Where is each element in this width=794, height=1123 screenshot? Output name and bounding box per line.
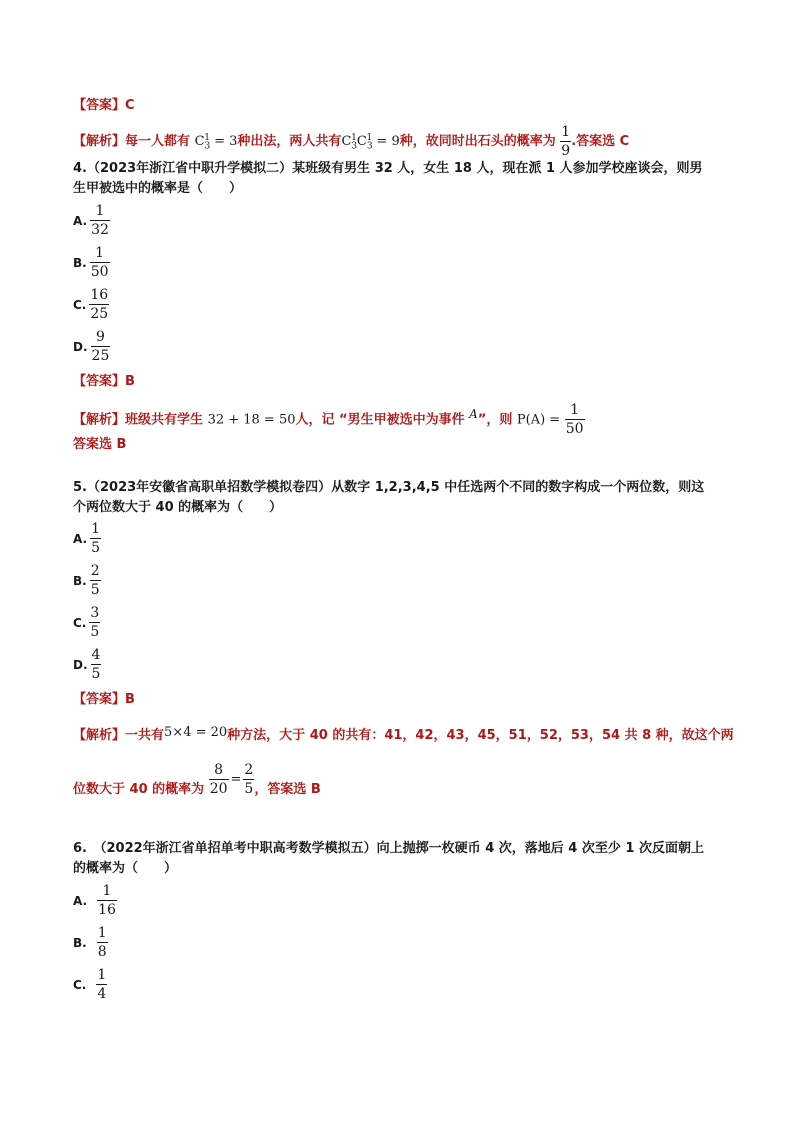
answer-line-q4 [73, 373, 135, 391]
explanation-line-q5-cont [73, 762, 321, 808]
fraction: $\frac{1}{50}$ [565, 402, 584, 438]
explanation-text: ，答案选 B [254, 782, 321, 797]
explanation-line-q5 [73, 724, 734, 745]
fraction: $\frac{2}{5}$ [244, 762, 254, 797]
math-value: = [230, 772, 242, 787]
question-6-line-1: 6. （2022年浙江省单招单考中职高考数学模拟五）向上抛掷一枚硬币 4 次，落地后 4 次至少 1 次反面朝上 [73, 841, 704, 856]
combination-expression: $C_3^1C_3^1 = 9$ [341, 132, 400, 152]
q4-option-b: B. $\frac{1}{50}$ [73, 245, 109, 280]
explanation-text: 种，故同时出石头的概率为 [399, 134, 556, 149]
explanation-line-q4 [73, 399, 585, 437]
fraction: $\frac{1}{8}$ [97, 925, 107, 960]
math-value: = 9 [376, 134, 400, 149]
fraction: $\frac{9}{25}$ [91, 329, 110, 364]
q5-option-a: A. $\frac{1}{5}$ [73, 521, 100, 556]
q6-option-b: B. $\frac{1}{8}$ [73, 925, 107, 960]
answer-line-q5 [73, 691, 135, 709]
q5-option-d: D. $\frac{4}{5}$ [73, 647, 101, 682]
question-5-line-2: 个两位数大于 40 的概率为（ ） [73, 500, 283, 515]
math-value: A [469, 407, 478, 421]
q6-option-c: C. $\frac{1}{4}$ [73, 967, 107, 1002]
answer-value: C [125, 98, 135, 113]
combination-expression: $C_3^1 = 3$ [194, 132, 238, 152]
explanation-text: .答案选 C [571, 134, 630, 149]
fraction: $\frac{1}{5}$ [91, 521, 100, 556]
fraction: $\frac{1}{32}$ [91, 203, 109, 238]
question-6-line-2: 的概率为（ ） [73, 861, 178, 876]
fraction: $\frac{16}{25}$ [90, 287, 109, 322]
explanation-tag: 【解析】 [73, 134, 126, 149]
explanation-text: 每一人都有 [125, 134, 191, 149]
explanation-text: 人，记 “男生甲被选中为事件 [295, 412, 465, 428]
fraction: $\frac{2}{5}$ [90, 563, 100, 598]
q4-option-d: D. $\frac{9}{25}$ [73, 329, 110, 364]
q5-option-c: C. $\frac{3}{5}$ [73, 605, 100, 640]
math-value: 5×4 = 20 [164, 725, 228, 740]
fraction: $\frac{3}{5}$ [90, 605, 100, 640]
explanation-text: 班级共有学生 [125, 412, 204, 428]
explanation-line-q3 [73, 124, 629, 160]
explanation-text: 种出法，两人共有 [237, 134, 342, 149]
q6-option-a: A. $\frac{1}{16}$ [73, 883, 116, 918]
math-value: = 3 [214, 134, 238, 149]
answer-value: B [125, 692, 135, 707]
answer-tag: 【答案】 [73, 98, 126, 113]
explanation-text: ”，则 [477, 412, 513, 428]
fraction: $\frac{8}{20}$ [209, 762, 228, 797]
math-value: 32 + 18 = 50 [207, 412, 296, 428]
q4-option-a: A. $\frac{1}{32}$ [73, 203, 109, 238]
question-4-line-1: 4.（2023年浙江省中职升学模拟二）某班级有男生 32 人，女生 18 人，现在派 1 人参加学校座谈会，则男 [73, 161, 703, 176]
answer-tag: 【答案】 [73, 692, 126, 707]
explanation-text: 位数大于 40 的概率为 [73, 782, 205, 797]
q4-option-c: C. $\frac{16}{25}$ [73, 287, 109, 322]
explanation-text: 一共有 [125, 728, 165, 743]
q5-option-b: B. $\frac{2}{5}$ [73, 563, 100, 598]
answer-tag: 【答案】 [73, 374, 126, 389]
fraction: $\frac{4}{5}$ [91, 647, 101, 682]
explanation-tag: 【解析】 [73, 412, 126, 428]
fraction: $\frac{1}{4}$ [97, 967, 107, 1002]
answer-line-q3 [73, 97, 135, 115]
explanation-conclusion-q4: 答案选 B [73, 437, 127, 452]
explanation-tag: 【解析】 [73, 728, 126, 743]
answer-value: B [125, 374, 135, 389]
math-value: P(A) = [516, 412, 561, 428]
question-4-line-2: 生甲被选中的概率是（ ） [73, 181, 243, 196]
question-5-line-1: 5.（2023年安徽省高职单招数学模拟卷四）从数字 1,2,3,4,5 中任选两个不同的数字构成一个两位数，则这 [73, 480, 705, 495]
fraction: $\frac{1}{9}$ [561, 124, 571, 159]
fraction: $\frac{1}{16}$ [98, 883, 116, 918]
fraction: $\frac{1}{50}$ [90, 245, 109, 280]
explanation-text: 种方法，大于 40 的共有：41，42，43，45，51，52，53，54 共 8 种，故这个两 [227, 728, 734, 743]
